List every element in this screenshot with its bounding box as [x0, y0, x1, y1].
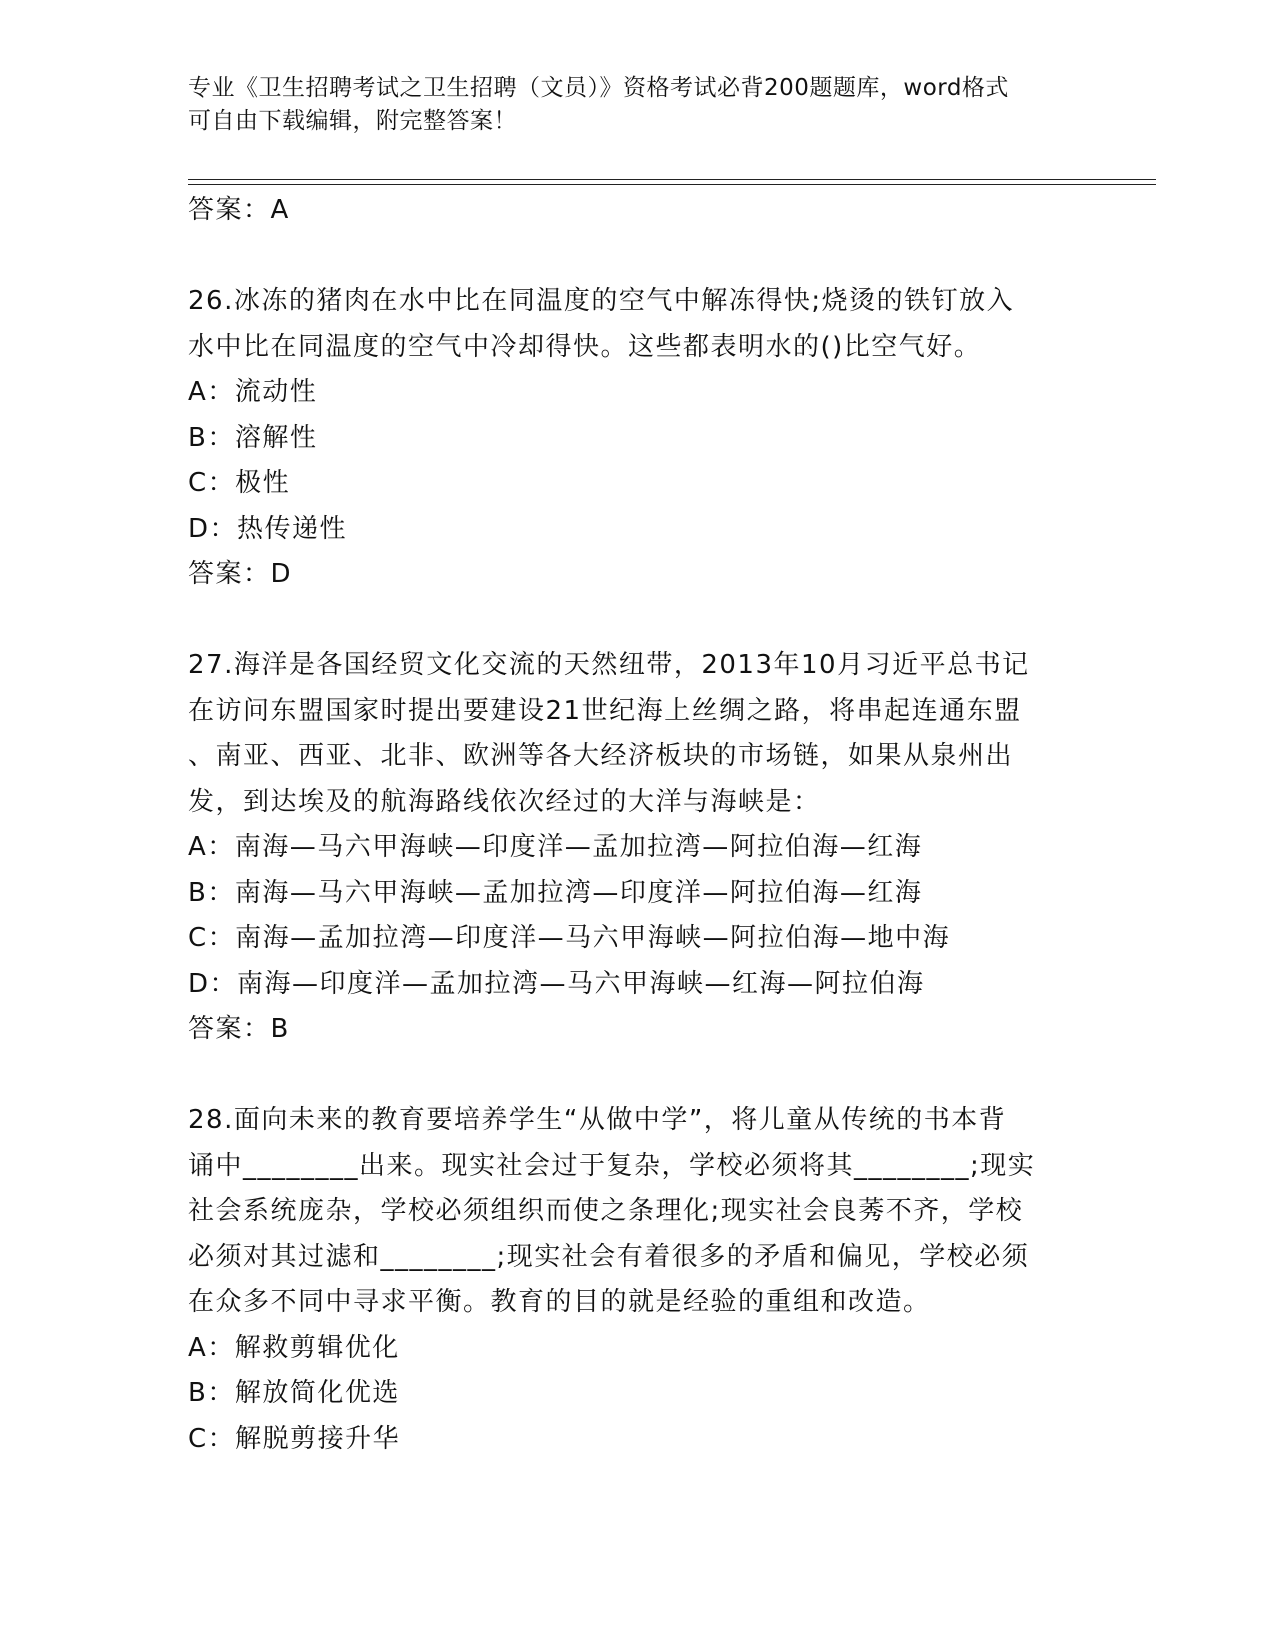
answer-line: 答案：A	[188, 195, 290, 225]
option-a: A：南海—马六甲海峡—印度洋—孟加拉湾—阿拉伯海—红海	[188, 832, 923, 862]
option-c: C：解脱剪接升华	[188, 1423, 401, 1454]
question-text-line: 27.海洋是各国经贸文化交流的天然纽带，2013年10月习近平总书记	[188, 650, 1030, 680]
document-body	[188, 188, 1088, 1462]
answer-line: 答案：B	[188, 1014, 290, 1044]
question-text-line: 26.冰冻的猪肉在水中比在同温度的空气中解冻得快;烧烫的铁钉放入	[188, 286, 1015, 316]
question-27	[188, 643, 1088, 1053]
option-b: B：解放简化优选	[188, 1378, 400, 1408]
option-d: D：南海—印度洋—孟加拉湾—马六甲海峡—红海—阿拉伯海	[188, 968, 925, 999]
spacer	[188, 234, 1088, 280]
option-c: C：南海—孟加拉湾—印度洋—马六甲海峡—阿拉伯海—地中海	[188, 923, 951, 953]
question-text-line: 社会系统庞杂，学校必须组织而使之条理化;现实社会良莠不齐，学校	[188, 1196, 1024, 1226]
spacer	[188, 1053, 1088, 1099]
question-26	[188, 279, 1088, 598]
header-line-2: 可自由下载编辑，附完整答案！	[188, 108, 517, 134]
option-b: B：南海—马六甲海峡—孟加拉湾—印度洋—阿拉伯海—红海	[188, 877, 923, 908]
header-line-1: 专业《卫生招聘考试之卫生招聘（文员）》资格考试必背200题题库，word格式	[188, 75, 1009, 101]
question-text-line: 在众多不同中寻求平衡。教育的目的就是经验的重组和改造。	[188, 1287, 931, 1317]
question-text-line: 在访问东盟国家时提出要建设21世纪海上丝绸之路，将串起连通东盟	[188, 695, 1022, 726]
option-c: C：极性	[188, 468, 291, 498]
question-text-line: 、南亚、西亚、北非、欧洲等各大经济板块的市场链，如果从泉州出	[188, 741, 1014, 771]
question-text-line: 28.面向未来的教育要培养学生“从做中学”，将儿童从传统的书本背	[188, 1105, 1007, 1135]
document-header	[188, 72, 1068, 138]
question-text-line: 水中比在同温度的空气中冷却得快。这些都表明水的()比空气好。	[188, 331, 982, 362]
option-b: B：溶解性	[188, 422, 318, 453]
option-a: A：解救剪辑优化	[188, 1332, 400, 1363]
header-rule-bottom	[188, 184, 1156, 185]
answer-line: 答案：D	[188, 559, 293, 589]
question-text-line: 诵中________出来。现实社会过于复杂，学校必须将其________;现实	[188, 1150, 1036, 1181]
question-text-line: 必须对其过滤和________;现实社会有着很多的矛盾和偏见，学校必须	[188, 1241, 1030, 1272]
question-28	[188, 1098, 1088, 1462]
spacer	[188, 598, 1088, 644]
question-text-line: 发，到达埃及的航海路线依次经过的大洋与海峡是：	[188, 786, 821, 817]
header-rule-top	[188, 179, 1156, 180]
option-a: A：流动性	[188, 377, 318, 407]
option-d: D：热传递性	[188, 513, 348, 544]
